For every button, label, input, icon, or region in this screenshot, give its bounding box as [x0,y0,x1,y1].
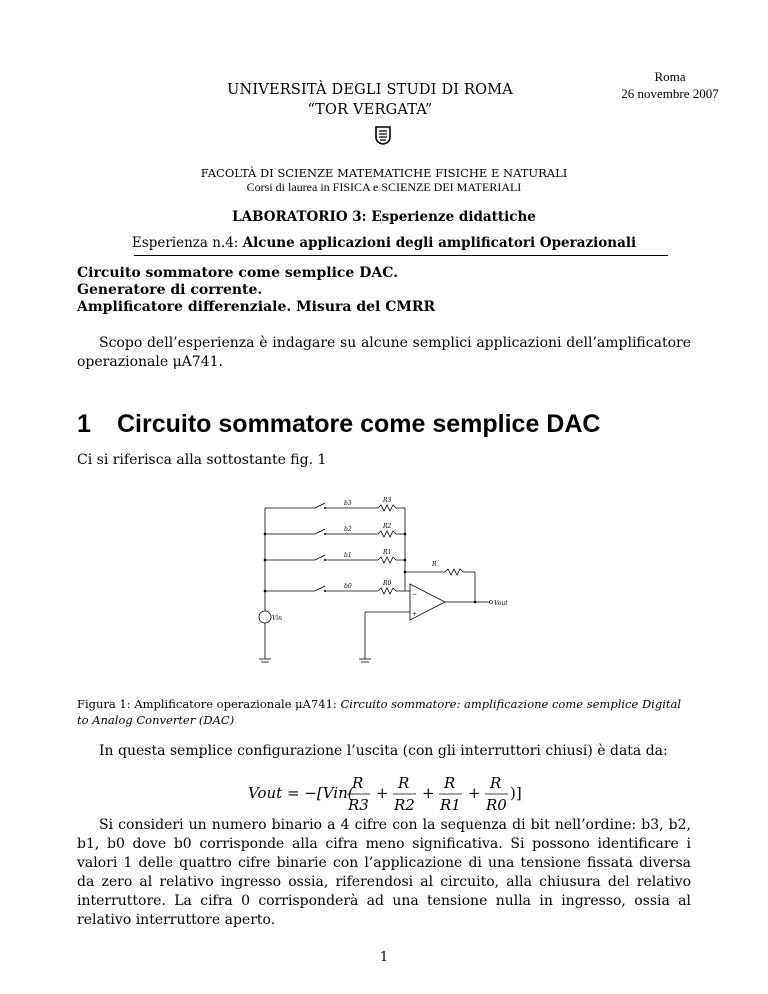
vout-label: Vout [494,600,508,607]
resistor-label: R2 [383,523,392,530]
page-number: 1 [379,950,389,965]
bit-label: b1 [344,552,352,559]
resistor-label: R0 [383,580,392,587]
formula-num: R [444,774,456,792]
courses: Corsi di laurea in FISICA e SCIENZE DEI MATERIALI [246,180,522,194]
formula-plus: + [376,784,389,802]
date: 26 novembre 2007 [621,86,719,101]
experience-heading [100,235,668,251]
formula-den: R2 [394,796,415,814]
bit-label: b3 [344,500,352,507]
paragraph-output: In questa semplice configurazione l’uscita (con gli interruttori chiusi) è data da: [99,743,668,759]
output-formula [248,768,528,818]
university-line-2: “TOR VERGATA” [307,102,433,118]
experience-underline [134,255,668,256]
section-number: 1 [77,410,91,438]
resistor-label: R1 [383,549,392,556]
figure-reference: Ci si riferisca alla sottostante fig. 1 [77,452,327,468]
caption-label: Figura 1: Amplificatore operazionale μA741: [77,697,337,711]
formula-num: R [490,774,502,792]
place: Roma [654,69,686,84]
formula-num: R [352,774,364,792]
formula-close: )] [510,784,522,802]
dac-circuit-diagram [250,492,520,672]
subtitle: Amplificatore differenziale. Misura del CMRR [77,299,436,315]
experience-label: Esperienza n.4: [131,235,239,251]
formula-plus: + [422,784,435,802]
formula-num: R [398,774,410,792]
experience-title: Alcune applicazioni degli amplificatori Operazionali [242,235,637,251]
feedback-resistor-label: R [432,561,437,568]
formula-graphic [248,768,528,818]
intro-paragraph: Scopo dell’esperienza è indagare su alcune semplici applicazioni dell’amplificatore operazionale μA741. [77,335,691,370]
noninverting-input-sign: + [412,611,418,618]
inverting-input-sign: − [412,591,418,598]
vin-label: Vin [272,615,283,622]
formula-den: R1 [440,796,461,814]
formula-lhs: Vout = −[Vin( [248,784,354,802]
bit-label: b2 [344,526,352,533]
formula-plus: + [468,784,481,802]
university-name [200,80,540,120]
lab-title: LABORATORIO 3: Esperienze didattiche [232,209,536,225]
university-line-1: UNIVERSITÀ DEGLI STUDI DI ROMA [227,82,513,98]
formula-den: R0 [486,796,507,814]
section-title: Circuito sommatore come semplice DAC [117,410,601,438]
formula-den: R3 [348,796,369,814]
figure-caption [77,696,691,728]
place-date [610,68,730,102]
paragraph-binary: Si consideri un numero binario a 4 cifre con la sequenza di bit nell’ordine: b3, b2, b1, b0 dove b0 corrisponde alla cifra meno significativa. Si possono identificare i valori 1 delle quattro cifre binarie con l’applicazione di una tensione fissata diversa da zero al relativo ingresso ossia, riferendosi al circuito, alla chiusura del relativo interruttore. La cifra 0 corrisponderà ad una tensione nulla in ingresso, ossia al relativo interruttore aperto. [77,817,691,928]
university-logo [374,125,392,145]
subtitles [77,265,435,316]
resistor-label: R3 [383,497,392,504]
caption-text: Circuito sommatore: amplificazione come semplice Digital to Analog Converter (DAC) [77,697,682,727]
bit-label: b0 [344,583,352,590]
subtitle: Generatore di corrente. [77,282,263,298]
subtitle: Circuito sommatore come semplice DAC. [77,265,398,281]
faculty-name: FACOLTÀ DI SCIENZE MATEMATICHE FISICHE E NATURALI [200,166,568,180]
